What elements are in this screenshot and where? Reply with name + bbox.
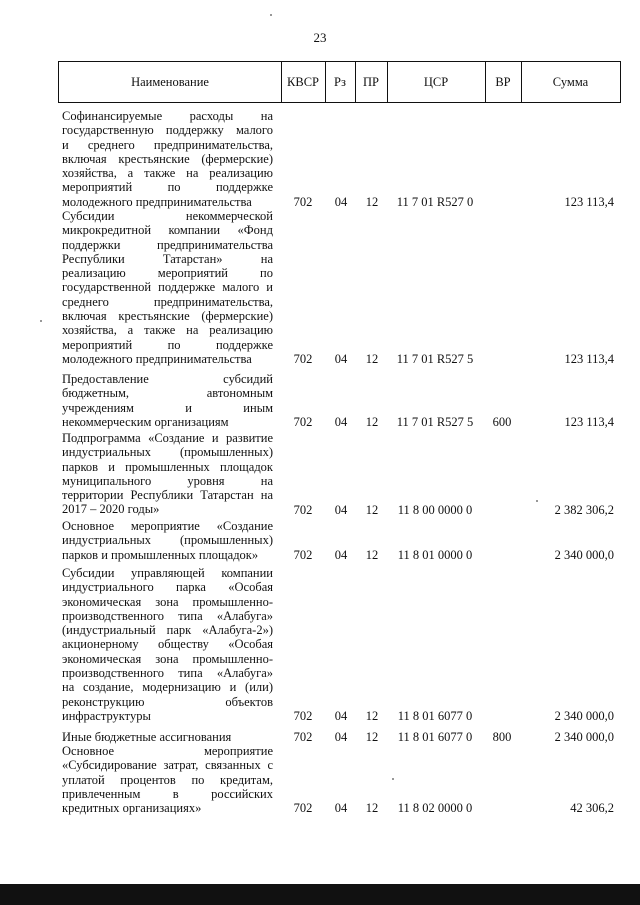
row-pr: 12 <box>365 194 379 209</box>
row-name-line: индустриального парка «Особая <box>62 580 273 595</box>
row-csr: 11 8 02 0000 0 <box>397 801 473 816</box>
row-kvsr: 702 <box>293 352 313 366</box>
row-name <box>62 372 273 429</box>
row-vr: 800 <box>492 730 512 744</box>
row-name-line: некоммерческим организациям <box>62 414 229 429</box>
row-rz: 04 <box>334 801 348 816</box>
row-name <box>62 519 273 562</box>
scan-speck <box>536 500 538 502</box>
row-sum: 42 306,2 <box>570 801 614 816</box>
row-name-line: и среднего предпринимательства, <box>62 137 273 152</box>
row-name <box>62 431 273 517</box>
row-name-line: парков и промышленных площадок» <box>62 547 259 562</box>
row-name <box>62 744 273 815</box>
row-name-line: поддержки предпринимательства <box>62 237 273 252</box>
row-name-line: кредитных организациях» <box>62 801 202 816</box>
column-header-csr: ЦСР <box>423 74 449 89</box>
row-name-line: акционерному обществу «Особая <box>62 637 273 652</box>
scan-bottom-edge <box>0 884 640 905</box>
table-header <box>58 61 621 103</box>
row-kvsr: 702 <box>293 547 313 562</box>
row-pr: 12 <box>365 352 379 366</box>
column-header-pr: ПР <box>363 74 379 89</box>
row-name-line: Субсидии управляющей компании <box>62 566 273 580</box>
row-kvsr: 702 <box>293 709 313 723</box>
column-header-kvsr: КВСР <box>287 74 319 89</box>
row-name-line: включая крестьянские (фермерские) <box>62 309 273 324</box>
row-rz: 04 <box>334 352 348 366</box>
row-pr: 12 <box>365 502 379 517</box>
row-name-line: Иные бюджетные ассигнования <box>62 730 232 744</box>
row-name-line: государственной поддержке малого и <box>62 280 273 295</box>
scan-speck <box>270 14 272 16</box>
row-rz: 04 <box>334 414 348 429</box>
row-name-line: инфраструктуры <box>62 708 151 723</box>
row-name-line: среднего предпринимательства, <box>62 294 273 309</box>
row-kvsr: 702 <box>293 801 313 816</box>
row-name-line: реконструкцию объектов <box>62 694 273 709</box>
row-sum: 123 113,4 <box>564 194 614 209</box>
row-name-line: бюджетным, автономным <box>62 386 273 401</box>
row-name-line: микрокредитной компании «Фонд <box>62 223 273 238</box>
row-kvsr: 702 <box>293 730 313 744</box>
row-name-line: экономическая зона промышленно- <box>62 594 273 609</box>
row-name <box>62 109 273 209</box>
row-name-line: молодежного предпринимательства <box>62 194 252 209</box>
row-name-line: «Субсидирование затрат, связанных с <box>62 758 273 773</box>
row-csr: 11 7 01 R527 0 <box>396 194 474 209</box>
row-rz: 04 <box>334 730 348 744</box>
row-name-line: 2017 – 2020 годы» <box>62 502 160 517</box>
column-header-name: Наименование <box>131 74 209 89</box>
row-name-line: хозяйства, а также на реализацию <box>62 166 273 181</box>
row-name-line: включая крестьянские (фермерские) <box>62 151 273 166</box>
column-header-rz: Рз <box>334 74 346 89</box>
row-name <box>62 730 273 744</box>
row-sum: 123 113,4 <box>564 352 614 366</box>
row-name-line: муниципального уровня на <box>62 473 273 488</box>
row-name-line: Предоставление субсидий <box>62 372 273 386</box>
column-header-sum: Сумма <box>552 74 589 89</box>
row-name-line: Софинансируемые расходы на <box>62 109 273 123</box>
row-name-line: территории Республики Татарстан на <box>62 488 273 503</box>
row-kvsr: 702 <box>293 414 313 429</box>
row-csr: 11 8 01 6077 0 <box>397 709 473 723</box>
row-name-line: индустриальных (промышленных) <box>62 533 273 548</box>
row-csr: 11 7 01 R527 5 <box>396 352 474 366</box>
row-sum: 123 113,4 <box>564 414 614 429</box>
row-sum: 2 340 000,0 <box>554 547 614 562</box>
row-name-line: производственного типа «Алабуга» <box>62 666 273 681</box>
row-name-line: привлеченным в российских <box>62 786 273 801</box>
row-rz: 04 <box>334 547 348 562</box>
row-name-line: на создание, модернизацию и (или) <box>62 680 273 695</box>
row-rz: 04 <box>334 709 348 723</box>
row-name-line: парков и промышленных площадок <box>62 459 273 474</box>
page-number: 23 <box>313 30 327 45</box>
row-name-line: индустриальных (промышленных) <box>62 445 273 460</box>
row-pr: 12 <box>365 709 379 723</box>
row-name-line: экономическая зона промышленно- <box>62 651 273 666</box>
row-name-line: Субсидии некоммерческой <box>62 209 273 223</box>
row-name-line: хозяйства, а также на реализацию <box>62 323 273 338</box>
row-csr: 11 7 01 R527 5 <box>396 414 474 429</box>
row-name <box>62 209 273 366</box>
row-name-line: (индустриальный парк «Алабуга-2») <box>62 623 273 638</box>
row-name-line: государственную поддержку малого <box>62 123 273 138</box>
row-pr: 12 <box>365 730 379 744</box>
row-name-line: молодежного предпринимательства <box>62 351 252 366</box>
scan-speck <box>392 778 394 780</box>
row-pr: 12 <box>365 801 379 816</box>
row-name-line: производственного типа «Алабуга» <box>62 608 273 623</box>
row-sum: 2 382 306,2 <box>554 502 614 517</box>
row-name-line: Основное мероприятие <box>62 744 273 758</box>
column-header-vr: ВР <box>495 74 511 89</box>
row-name <box>62 566 273 723</box>
row-name-line: Подпрограмма «Создание и развитие <box>62 431 273 445</box>
row-name-line: уплатой процентов по кредитам, <box>62 772 273 787</box>
row-name-line: учреждениям и иным <box>62 400 273 415</box>
row-name-line: мероприятий по поддержке <box>62 180 273 195</box>
row-sum: 2 340 000,0 <box>554 709 614 723</box>
row-name-line: мероприятий по поддержке <box>62 337 273 352</box>
row-kvsr: 702 <box>293 194 313 209</box>
row-name-line: Основное мероприятие «Создание <box>62 519 273 533</box>
row-vr: 600 <box>492 414 512 429</box>
row-pr: 12 <box>365 547 379 562</box>
row-csr: 11 8 00 0000 0 <box>397 502 473 517</box>
row-kvsr: 702 <box>293 502 313 517</box>
row-rz: 04 <box>334 194 348 209</box>
row-csr: 11 8 01 6077 0 <box>397 730 473 744</box>
row-name-line: Республики Татарстан» на <box>62 251 273 266</box>
row-rz: 04 <box>334 502 348 517</box>
row-sum: 2 340 000,0 <box>554 730 614 744</box>
scan-speck <box>40 320 42 322</box>
row-pr: 12 <box>365 414 379 429</box>
row-csr: 11 8 01 0000 0 <box>397 547 473 562</box>
row-name-line: реализацию мероприятий по <box>62 266 273 281</box>
